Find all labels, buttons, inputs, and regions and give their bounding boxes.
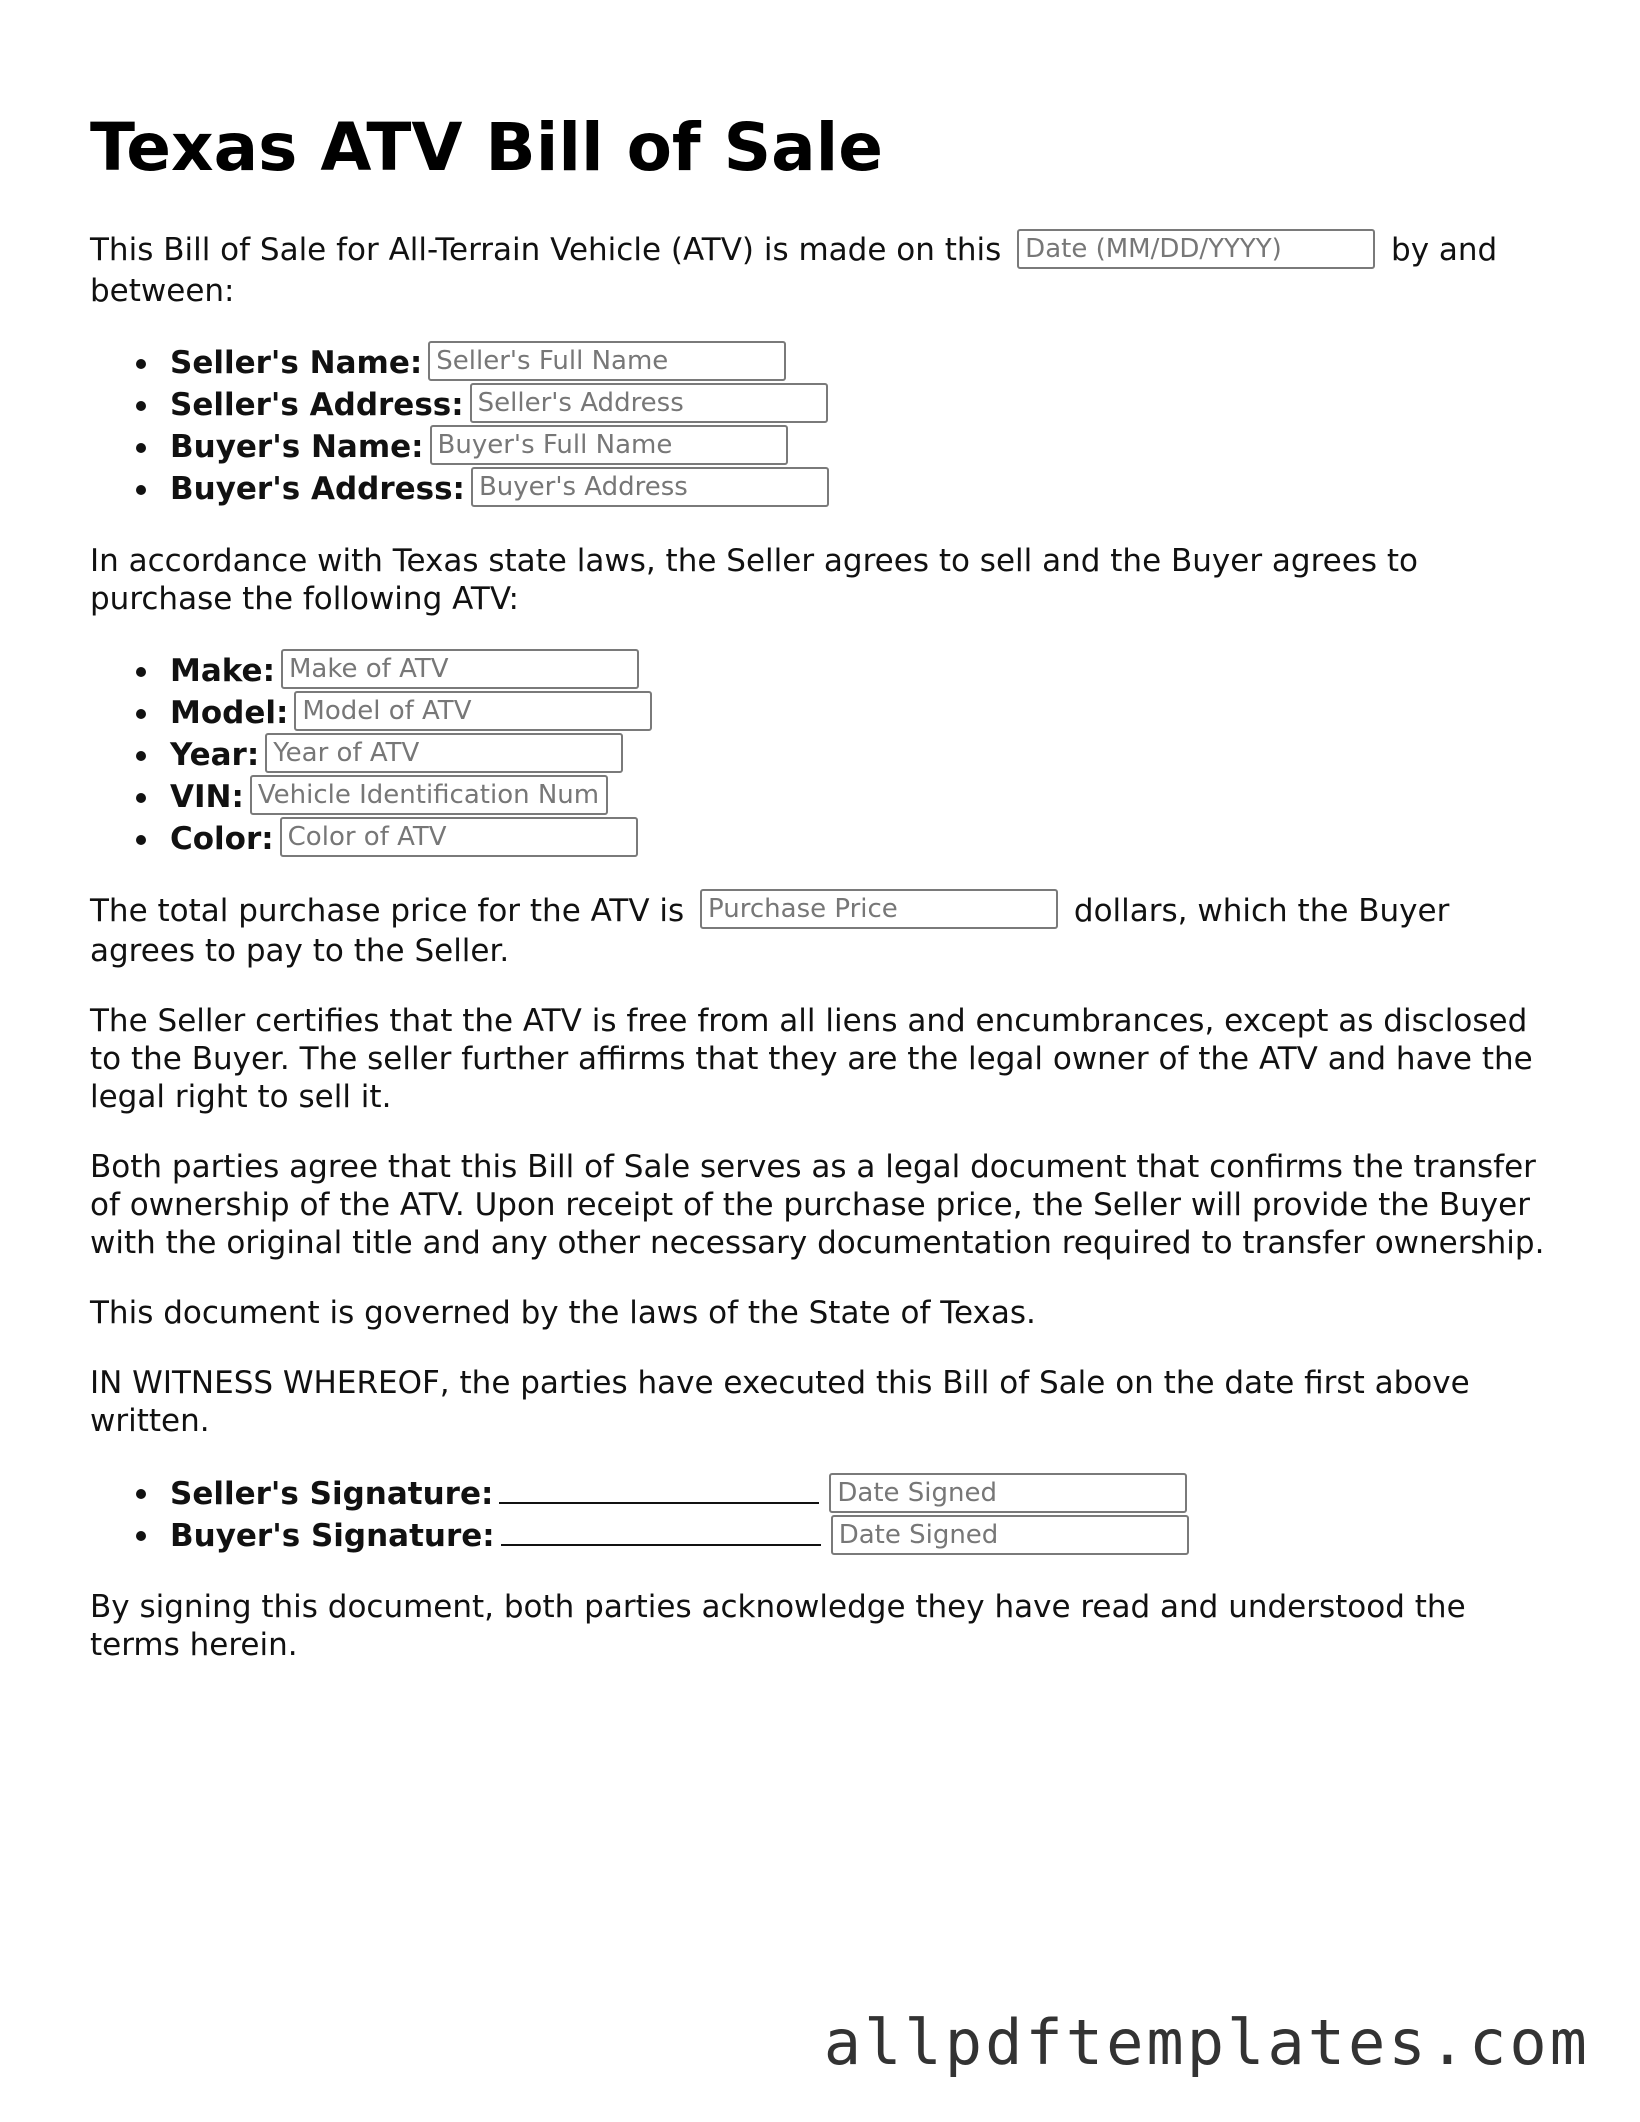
watermark: allpdftemplates.com	[823, 2006, 1590, 2079]
purchase-price-input[interactable]: Purchase Price	[700, 889, 1058, 929]
color-input[interactable]: Color of ATV	[280, 817, 638, 857]
seller-address-input[interactable]: Seller's Address	[470, 383, 828, 423]
intro-text-after: by and between:	[90, 232, 1498, 309]
liens-paragraph: The Seller certifies that the ATV is free from all liens and encumbrances, except as disclosed to the Buyer. The seller further affirms that they are the legal owner of the ATV and have the legal right to sell it.	[90, 1003, 1533, 1116]
seller-date-signed-input[interactable]: Date Signed	[829, 1473, 1187, 1513]
list-item	[170, 734, 1550, 776]
seller-signature-line[interactable]	[499, 1472, 819, 1504]
buyer-name-input[interactable]: Buyer's Full Name	[430, 425, 788, 465]
price-text-after: dollars, which the Buyer agrees to pay to the Seller.	[90, 892, 1450, 970]
vehicle-list	[90, 650, 1550, 860]
transfer-paragraph: Both parties agree that this Bill of Sale serves as a legal document that confirms the transfer of ownership of the ATV. Upon receipt of the purchase price, the Seller will provide the Buyer with the original title and any other necessary documentation required to transfer ownership.	[90, 1149, 1545, 1262]
intro-text-before: This Bill of Sale for All-Terrain Vehicle (ATV) is made on this	[90, 232, 1002, 269]
list-item	[170, 650, 1550, 692]
list-item	[170, 426, 1550, 468]
buyer-name-label: Buyer's Name:	[170, 428, 424, 465]
make-label: Make:	[170, 652, 275, 689]
list-item	[170, 468, 1550, 510]
model-input[interactable]: Model of ATV	[294, 691, 652, 731]
seller-name-input[interactable]: Seller's Full Name	[428, 341, 786, 381]
buyer-signature-label: Buyer's Signature:	[170, 1518, 495, 1555]
list-item	[170, 1514, 1550, 1556]
list-item	[170, 818, 1550, 860]
buyer-signature-line[interactable]	[501, 1514, 821, 1546]
model-label: Model:	[170, 694, 289, 731]
document-page	[90, 108, 1550, 1696]
vin-label: VIN:	[170, 778, 244, 815]
year-input[interactable]: Year of ATV	[265, 733, 623, 773]
page-title: Texas ATV Bill of Sale	[90, 109, 884, 186]
seller-name-label: Seller's Name:	[170, 344, 423, 381]
list-item	[170, 1472, 1550, 1514]
seller-signature-label: Seller's Signature:	[170, 1476, 494, 1513]
witness-paragraph: IN WITNESS WHEREOF, the parties have executed this Bill of Sale on the date first above written.	[90, 1365, 1470, 1440]
vin-input[interactable]: Vehicle Identification Num	[250, 775, 608, 815]
buyer-address-label: Buyer's Address:	[170, 470, 465, 507]
price-paragraph	[90, 892, 1550, 971]
sale-date-input[interactable]: Date (MM/DD/YYYY)	[1017, 229, 1375, 269]
color-label: Color:	[170, 820, 274, 857]
list-item	[170, 384, 1550, 426]
signatures-list	[90, 1472, 1550, 1556]
list-item	[170, 692, 1550, 734]
buyer-date-signed-input[interactable]: Date Signed	[831, 1515, 1189, 1555]
intro-paragraph	[90, 231, 1550, 310]
year-label: Year:	[170, 736, 260, 773]
list-item	[170, 342, 1550, 384]
purchase-intro-paragraph: In accordance with Texas state laws, the Seller agrees to sell and the Buyer agrees to purchase the following ATV:	[90, 542, 1418, 617]
seller-address-label: Seller's Address:	[170, 386, 464, 423]
buyer-address-input[interactable]: Buyer's Address	[471, 467, 829, 507]
closing-paragraph: By signing this document, both parties acknowledge they have read and understood the terms herein.	[90, 1589, 1466, 1664]
governing-law-paragraph: This document is governed by the laws of the State of Texas.	[90, 1295, 1036, 1332]
make-input[interactable]: Make of ATV	[281, 649, 639, 689]
parties-list	[90, 342, 1550, 510]
price-text-before: The total purchase price for the ATV is	[90, 892, 685, 929]
list-item	[170, 776, 1550, 818]
